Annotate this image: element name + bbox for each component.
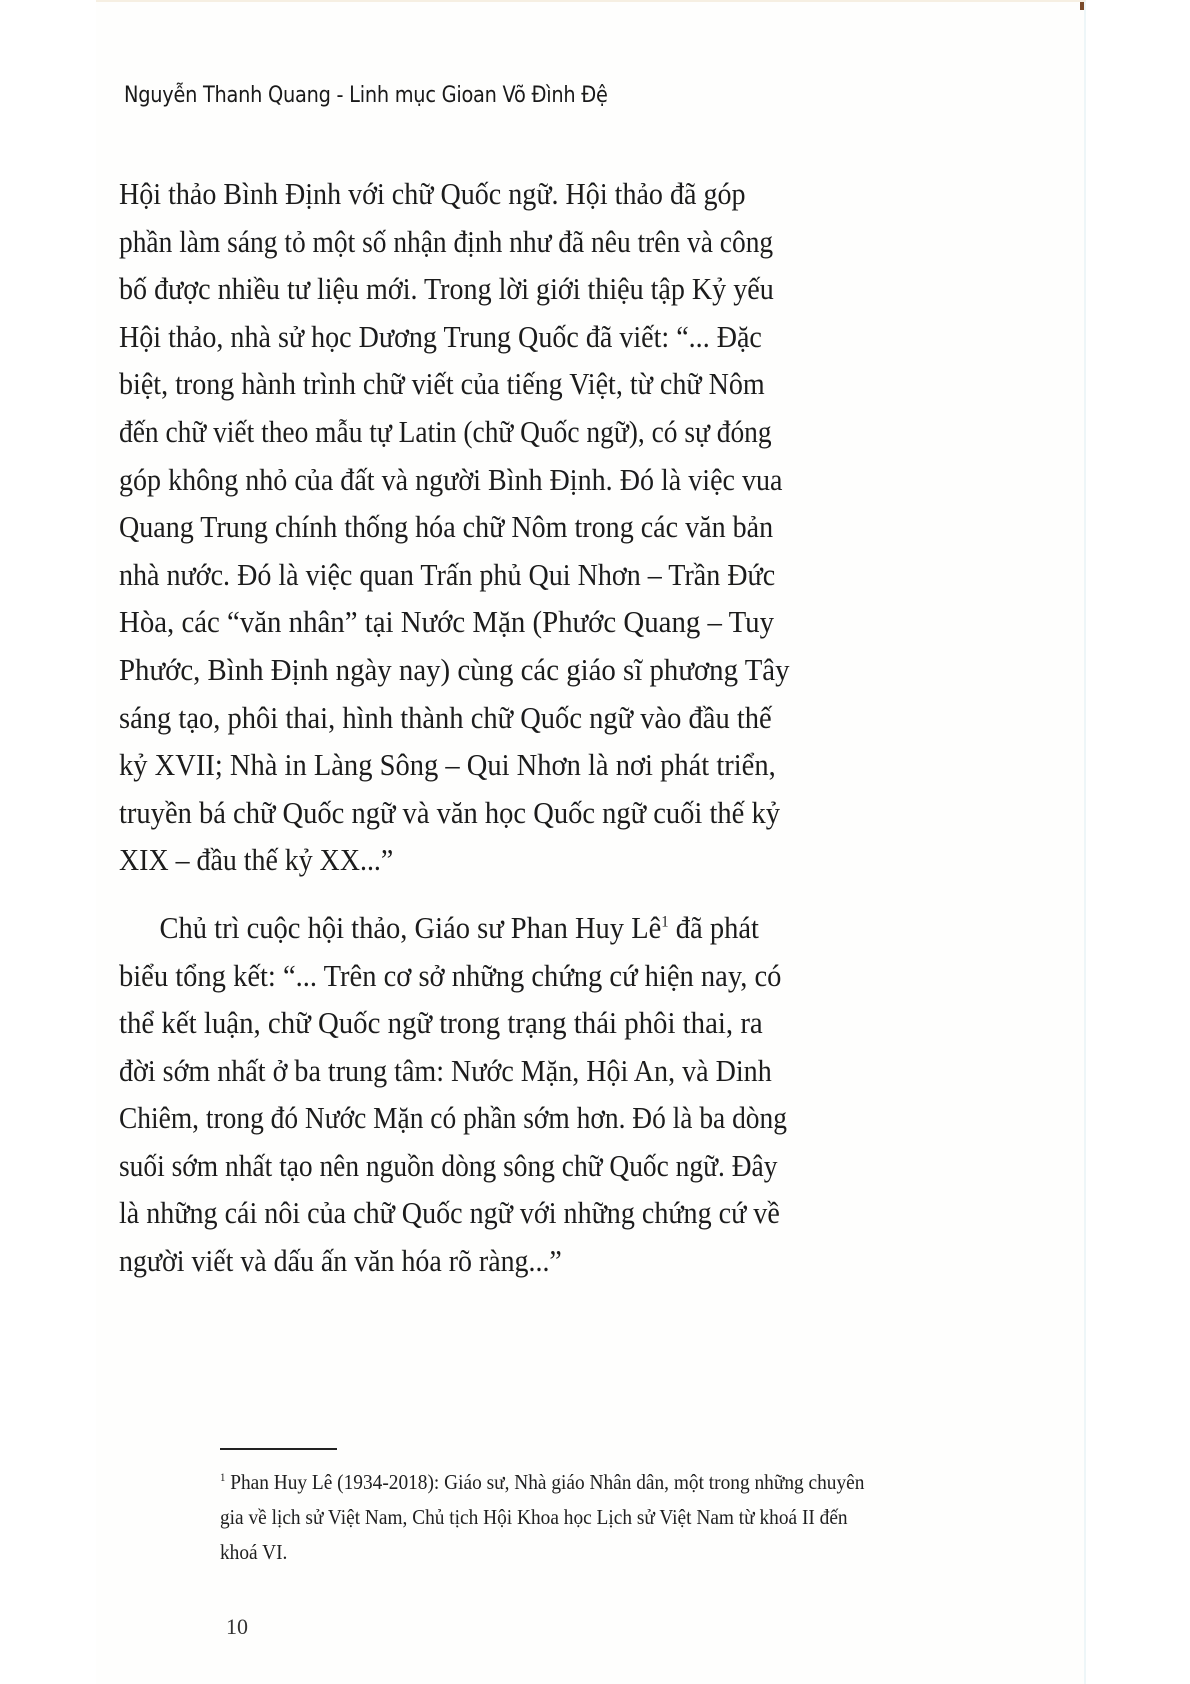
text-line: Chủ trì cuộc hội thảo, Giáo sư Phan Huy Lê$^1$ đã phát [159,909,759,945]
main-text [119,170,969,1285]
footnote-line: khoá VI. [220,1540,288,1564]
footnote-separator [220,1448,337,1450]
running-header: Nguyễn Thanh Quang - Linh mục Gioan Võ Đình Đệ [124,82,608,108]
text-line: thể kết luận, chữ Quốc ngữ trong trạng thái phôi thai, ra [119,1005,763,1041]
paragraph-spacing [119,884,969,904]
text-line: đời sớm nhất ở ba trung tâm: Nước Mặn, Hội An, và Dinh [119,1052,772,1088]
text-line: Hội thảo Bình Định với chữ Quốc ngữ. Hội thảo đã góp [119,176,746,211]
text-line: đến chữ viết theo mẫu tự Latin (chữ Quốc ngữ), có sự đóng [119,413,772,449]
text-line: bố được nhiều tư liệu mới. Trong lời giới thiệu tập Kỷ yếu [119,271,774,307]
text-line: Hội thảo, nhà sử học Dương Trung Quốc đã viết: “... Đặc [119,318,762,354]
footnote-reference[interactable]: 1 [661,913,669,931]
text-line: sáng tạo, phôi thai, hình thành chữ Quốc ngữ vào đầu thế [119,699,772,735]
page-number: 10 [226,1614,248,1639]
text-line: biểu tổng kết: “... Trên cơ sở những chứng cứ hiện nay, có [119,957,782,993]
footnote [220,1465,980,1570]
page-edge-mark [1080,2,1084,10]
text-line: truyền bá chữ Quốc ngữ và văn học Quốc ngữ cuối thế kỷ [119,794,780,830]
text-line: là những cái nôi của chữ Quốc ngữ với những chứng cứ về [119,1195,780,1231]
text-line: kỷ XVII; Nhà in Làng Sông – Qui Nhơn là nơi phát triển, [119,747,776,783]
text-line: XIX – đầu thế kỷ XX...” [119,842,394,878]
text-line: suối sớm nhất tạo nên nguồn dòng sông chữ Quốc ngữ. Đây [119,1147,778,1183]
text-line: Phước, Bình Định ngày nay) cùng các giáo sĩ phương Tây [119,651,790,687]
text-line: người viết và dấu ấn văn hóa rõ ràng...” [119,1243,562,1279]
text-line: phần làm sáng tỏ một số nhận định như đã nêu trên và công [119,223,774,259]
footnote-line: gia về lịch sử Việt Nam, Chủ tịch Hội Khoa học Lịch sử Việt Nam từ khoá II đến [220,1505,848,1529]
text-line: Chiêm, trong đó Nước Mặn có phần sớm hơn. Đó là ba dòng [119,1100,787,1136]
paragraph-2 [119,904,969,1285]
text-line: Hòa, các “văn nhân” tại Nước Mặn (Phước Quang – Tuy [119,604,775,640]
text-line: nhà nước. Đó là việc quan Trấn phủ Qui Nhơn – Trần Đức [119,556,776,592]
footnote-line: $^1$ Phan Huy Lê (1934-2018): Giáo sư, Nhà giáo Nhân dân, một trong những chuyên [220,1469,865,1494]
text-line: Quang Trung chính thống hóa chữ Nôm trong các văn bản [119,509,774,545]
footnote-marker: 1 [220,1469,226,1484]
text-line: góp không nhỏ của đất và người Bình Định. Đó là việc vua [119,461,783,497]
paragraph-1 [119,170,969,884]
text-line: biệt, trong hành trình chữ viết của tiếng Việt, từ chữ Nôm [119,366,765,402]
